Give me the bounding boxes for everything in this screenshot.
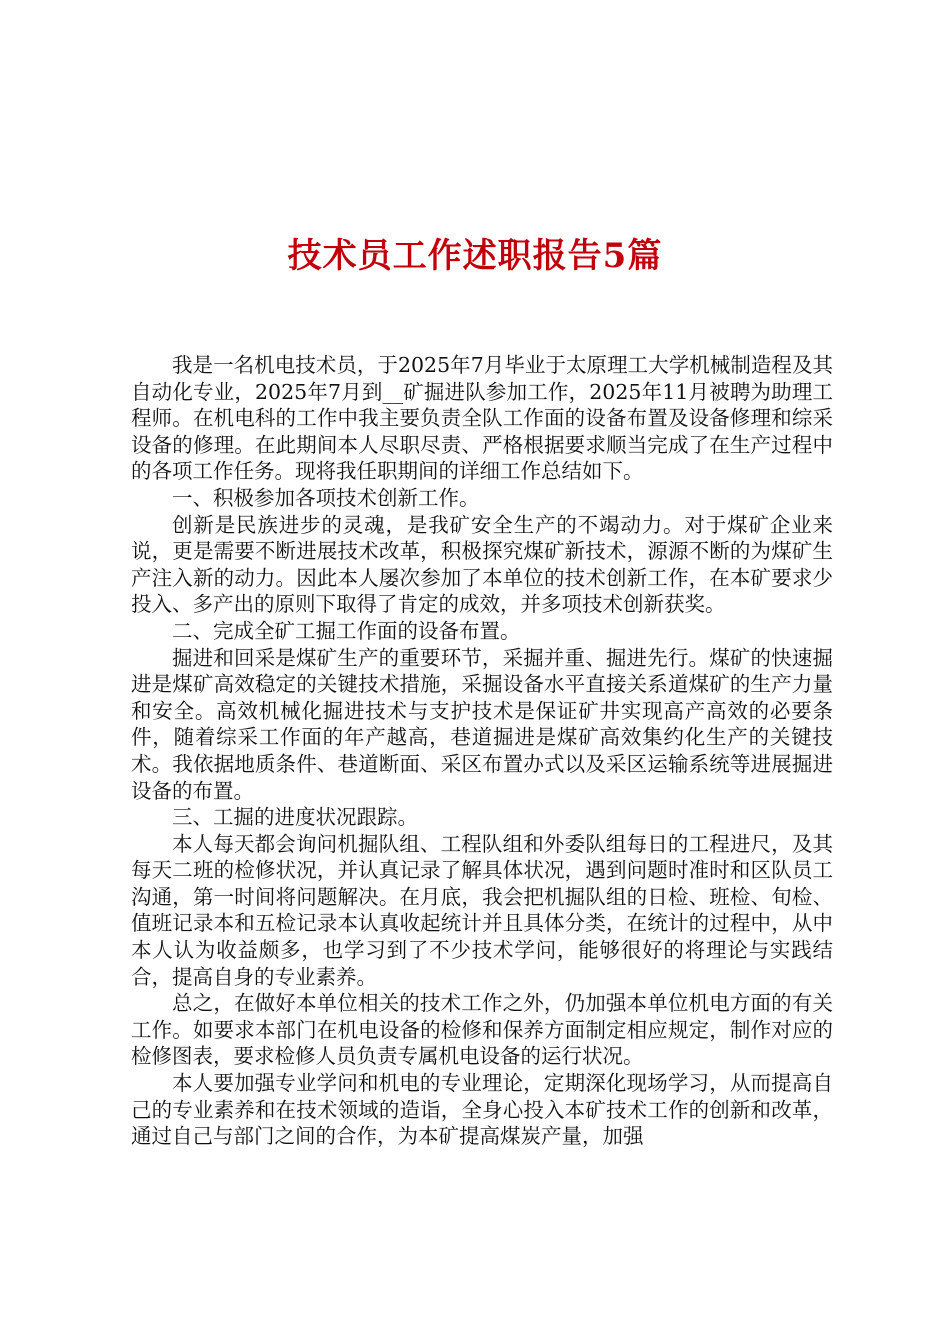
paragraph-section-3: 本人每天都会询问机掘队组、工程队组和外委队组每日的工程进尺，及其每天二班的检修状况，并认真记录了解具体状况，遇到问题时准时和区队员工沟通，第一时间将问题解决。在月底，我会把机掘队组的日检、班检、旬检、值班记录本和五检记录本认真收起统计并且具体分类，在统计的过程中，从中本人认为收益颇多，也学习到了不少技术学问，能够很好的将理论与实践结合，提高自身的专业素养。 (131, 831, 833, 989)
document-title: 技术员工作述职报告5篇 (287, 235, 663, 276)
paragraph-section-2: 掘进和回采是煤矿生产的重要环节，采掘并重、掘进先行。煤矿的快速掘进是煤矿高效稳定的关键技术措施，采掘设备水平直接关系道煤矿的生产力量和安全。高效机械化掘进技术与支护技术是保证矿井实现高产高效的必要条件，随着综采工作面的年产越高，巷道掘进是煤矿高效集约化生产的关键技术。我依据地质条件、巷道断面、采区布置办式以及采区运输系统等进展掘进设备的布置。 (131, 645, 833, 803)
heading-section-2: 二、完成全矿工掘工作面的设备布置。 (172, 618, 521, 643)
document-body (131, 352, 833, 1150)
paragraph-closing: 本人要加强专业学问和机电的专业理论，定期深化现场学习，从而提高自己的专业素养和在技术领域的造诣，全身心投入本矿技术工作的创新和改革，通过自己与部门之间的合作，为本矿提高煤炭产量，加强 (131, 1071, 833, 1149)
paragraph-summary: 总之，在做好本单位相关的技术工作之外，仍加强本单位机电方面的有关工作。如要求本部门在机电设备的检修和保养方面制定相应规定，制作对应的检修图表，要求检修人员负责专属机电设备的运行状况。 (131, 991, 833, 1069)
paragraph-section-1: 创新是民族进步的灵魂，是我矿安全生产的不竭动力。对于煤矿企业来说，更是需要不断进展技术改革，积极探究煤矿新技术，源源不断的为煤矿生产注入新的动力。因此本人屡次参加了本单位的技术创新工作，在本矿要求少投入、多产出的原则下取得了肯定的成效，并多项技术创新获奖。 (131, 512, 833, 617)
heading-section-1: 一、积极参加各项技术创新工作。 (172, 485, 480, 510)
heading-section-3: 三、工掘的进度状况跟踪。 (172, 805, 418, 830)
paragraph-intro: 我是一名机电技术员，于2025年7月毕业于太原理工大学机械制造程及其自动化专业，2025年7月到__矿掘进队参加工作，2025年11月被聘为助理工程师。在机电科的工作中我主要负责全队工作面的设备布置及设备修理和综采设备的修理。在此期间本人尽职尽责、严格根据要求顺当完成了在生产过程中的各项工作任务。现将我任职期间的详细工作总结如下。 (131, 353, 833, 484)
